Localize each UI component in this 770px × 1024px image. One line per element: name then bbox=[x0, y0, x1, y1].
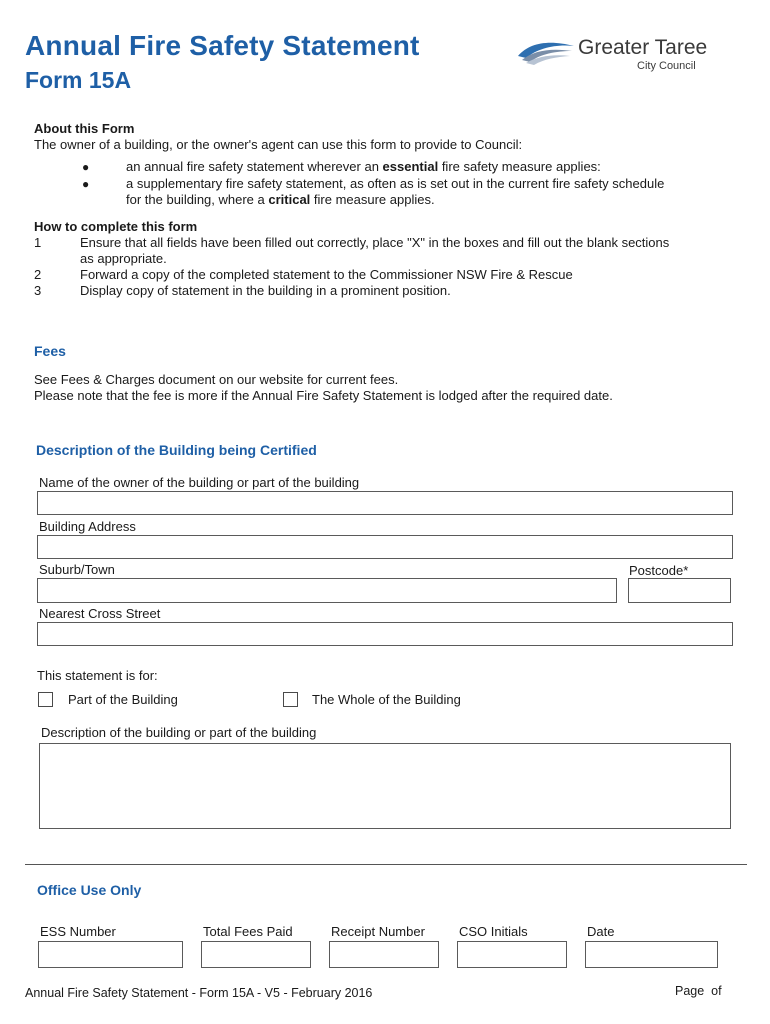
step-number: 2 bbox=[34, 267, 42, 282]
building-address-label: Building Address bbox=[39, 519, 136, 534]
cross-street-label: Nearest Cross Street bbox=[39, 606, 161, 621]
about-heading: About this Form bbox=[34, 121, 135, 136]
fees-line-1: See Fees & Charges document on our website for current fees. bbox=[34, 372, 399, 387]
bullet-icon: ● bbox=[82, 177, 90, 191]
owner-name-label: Name of the owner of the building or part of the building bbox=[39, 475, 360, 490]
building-description-label: Description of the building or part of the building bbox=[41, 725, 317, 740]
receipt-number-label: Receipt Number bbox=[331, 924, 425, 939]
statement-for-label: This statement is for: bbox=[37, 668, 158, 683]
owner-name-field[interactable] bbox=[37, 491, 733, 515]
receipt-number-field[interactable] bbox=[329, 941, 439, 968]
footer-form-id: Annual Fire Safety Statement - Form 15A - V5 - February 2016 bbox=[25, 986, 373, 1000]
page-title: Annual Fire Safety Statement bbox=[25, 30, 420, 61]
postcode-field[interactable] bbox=[628, 578, 731, 603]
about-bullet-1: an annual fire safety statement wherever an essential fire safety measure applies: bbox=[126, 159, 601, 174]
ess-number-label: ESS Number bbox=[40, 924, 116, 939]
fees-line-2: Please note that the fee is more if the Annual Fire Safety Statement is lodged after the required date. bbox=[34, 388, 613, 403]
date-field[interactable] bbox=[585, 941, 718, 968]
council-logo bbox=[516, 36, 752, 76]
date-label: Date bbox=[587, 924, 615, 939]
whole-building-label: The Whole of the Building bbox=[312, 692, 461, 707]
total-fees-label: Total Fees Paid bbox=[203, 924, 293, 939]
suburb-field[interactable] bbox=[37, 578, 617, 603]
step-number: 3 bbox=[34, 283, 42, 298]
wave-logo-icon bbox=[516, 38, 576, 66]
step-text: Display copy of statement in the building in a prominent position. bbox=[80, 283, 451, 298]
logo-subtitle: City Council bbox=[637, 60, 696, 72]
ess-number-field[interactable] bbox=[38, 941, 183, 968]
step-number: 1 bbox=[34, 235, 42, 250]
step-text-continued: as appropriate. bbox=[80, 251, 167, 266]
about-intro: The owner of a building, or the owner's agent can use this form to provide to Council: bbox=[34, 137, 523, 152]
cso-initials-field[interactable] bbox=[457, 941, 567, 968]
bullet-icon: ● bbox=[82, 160, 90, 174]
about-bullet-2-line-1: a supplementary fire safety statement, as often as is set out in the current fire safety schedule bbox=[126, 176, 665, 191]
cross-street-field[interactable] bbox=[37, 622, 733, 646]
footer-page-label: Page of bbox=[675, 984, 722, 998]
section-divider bbox=[25, 864, 747, 865]
step-text: Forward a copy of the completed statement to the Commissioner NSW Fire & Rescue bbox=[80, 267, 573, 282]
part-of-building-label: Part of the Building bbox=[68, 692, 178, 707]
office-use-heading: Office Use Only bbox=[37, 882, 142, 898]
part-of-building-checkbox[interactable] bbox=[38, 692, 53, 707]
about-bullet-2-line-2: for the building, where a critical fire measure applies. bbox=[126, 192, 435, 207]
building-address-field[interactable] bbox=[37, 535, 733, 559]
howto-heading: How to complete this form bbox=[34, 219, 198, 234]
step-text: Ensure that all fields have been filled out correctly, place "X" in the boxes and fill out the blank sections bbox=[80, 235, 670, 250]
whole-building-checkbox[interactable] bbox=[283, 692, 298, 707]
cso-initials-label: CSO Initials bbox=[459, 924, 528, 939]
total-fees-field[interactable] bbox=[201, 941, 311, 968]
form-number: Form 15A bbox=[25, 67, 132, 93]
postcode-label: Postcode* bbox=[629, 563, 689, 578]
logo-name: Greater Taree bbox=[578, 36, 708, 59]
fees-heading: Fees bbox=[34, 343, 66, 359]
building-description-field[interactable] bbox=[39, 743, 731, 829]
building-section-heading: Description of the Building being Certified bbox=[36, 442, 317, 458]
suburb-label: Suburb/Town bbox=[39, 562, 115, 577]
